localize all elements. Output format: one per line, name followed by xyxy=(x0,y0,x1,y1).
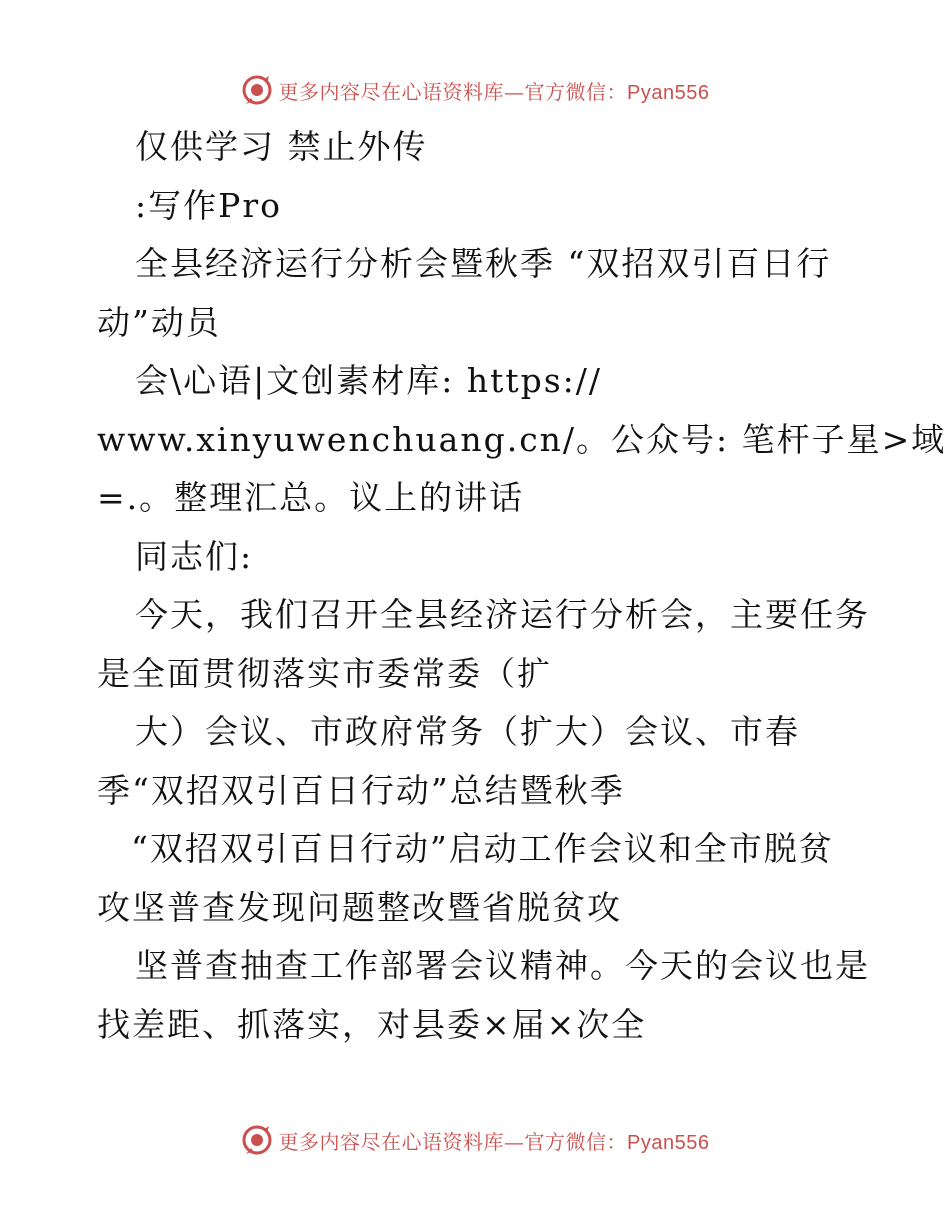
watermark-group xyxy=(241,74,710,106)
brand-logo-icon xyxy=(241,74,273,106)
document-line: 季“双招双引百日行动”总结暨秋季 xyxy=(97,770,625,810)
watermark-text: 更多内容尽在心语资料库—官方微信：Pyan556 xyxy=(278,79,710,104)
document-line: 全县经济运行分析会暨秋季 “双招双引百日行 xyxy=(135,244,832,283)
document-line: 找差距、抓落实，对县委×届×次全 xyxy=(97,1004,647,1044)
watermark-text: 更多内容尽在心语资料库—官方微信：Pyan556 xyxy=(278,1129,710,1154)
document-line: 今天，我们召开全县经济运行分析会，主要任务 xyxy=(135,595,870,634)
document-line: =.。整理汇总。议上的讲话 xyxy=(97,478,525,517)
document-line: 仅供学习 禁止外传 xyxy=(135,127,428,166)
document-line: 动”动员 xyxy=(97,302,221,342)
brand-logo-icon xyxy=(241,1124,273,1156)
header-watermark xyxy=(0,70,950,110)
document-line: 坚普查抽查工作部署会议精神。今天的会议也是 xyxy=(135,946,870,985)
document-line: 攻坚普查发现问题整改暨省脱贫攻 xyxy=(97,887,622,927)
document-line: 大）会议、市政府常务（扩大）会议、市春 xyxy=(135,712,800,751)
document-line: :写作Pro xyxy=(135,185,282,225)
document-line: “双招双引百日行动”启动工作会议和全市脱贫 xyxy=(131,829,834,868)
document-line: 是全面贯彻落实市委常委（扩 xyxy=(97,653,552,693)
document-body xyxy=(97,118,947,1054)
watermark-group xyxy=(241,1124,710,1156)
footer-watermark xyxy=(0,1120,950,1160)
document-line: 同志们: xyxy=(135,536,254,576)
document-line: 会\心语|文创素材库: https:// xyxy=(135,361,603,400)
document-line: www.xinyuwenchuang.cn/。公众号: 笔杆子星>域 xyxy=(97,419,947,459)
